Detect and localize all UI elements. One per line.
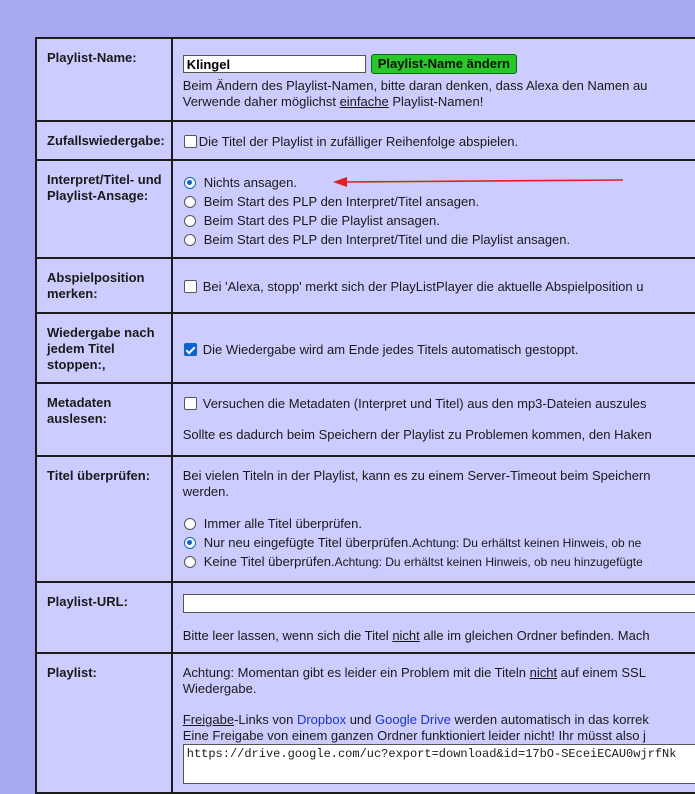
metadata-text: Versuchen die Metadaten (Interpret und Titel) aus den mp3-Dateien auszules xyxy=(202,396,647,411)
radio-button[interactable] xyxy=(184,537,196,549)
metadata-note: Sollte es dadurch beim Speichern der Playlist zu Problemen kommen, den Haken xyxy=(182,427,652,442)
position-text: Bei 'Alexa, stopp' merkt sich der PlayListPlayer die aktuelle Abspielposition u xyxy=(202,279,644,294)
verify-option-1[interactable]: Nur neu eingefügte Titel überprüfen. Achtung: Du erhältst keinen Hinweis, ob ne xyxy=(183,533,695,552)
label-announce: Interpret/Titel- und Playlist-Ansage: xyxy=(36,160,172,258)
playlist-warning: Achtung: Momentan gibt es leider ein Problem mit die Titeln nicht auf einem SSL xyxy=(182,665,646,680)
shuffle-text: Die Titel der Playlist in zufälliger Reihenfolge abspielen. xyxy=(198,134,519,149)
radio-button[interactable] xyxy=(184,518,196,530)
announce-option-1[interactable]: Beim Start des PLP den Interpret/Titel ansagen. xyxy=(183,192,695,211)
label-stop-after: Wiedergabe nach jedem Titel stoppen:, xyxy=(36,313,172,383)
playlist-textarea[interactable]: https://drive.google.com/uc?export=download&id=17bO-SEceiECAU0wjrfNk xyxy=(183,744,695,784)
metadata-checkbox[interactable] xyxy=(184,397,197,410)
google-drive-link[interactable]: Google Drive xyxy=(375,712,451,727)
share-info-2: Eine Freigabe von einem ganzen Ordner funktioniert leider nicht! Ihr müsst also j xyxy=(182,728,646,743)
playlist-name-input[interactable] xyxy=(183,55,366,73)
position-checkbox[interactable] xyxy=(184,280,197,293)
playlist-warning-2: Wiedergabe. xyxy=(182,681,257,696)
row-playlist xyxy=(36,653,695,793)
row-shuffle xyxy=(36,121,695,160)
radio-button[interactable] xyxy=(184,215,196,227)
dropbox-link[interactable]: Dropbox xyxy=(296,712,347,727)
shuffle-checkbox[interactable] xyxy=(184,135,197,148)
rename-playlist-button[interactable]: Playlist-Name ändern xyxy=(371,54,517,74)
row-url xyxy=(36,582,695,653)
row-stop-after xyxy=(36,313,695,383)
share-link[interactable]: Freigabe xyxy=(182,712,235,727)
row-playlist-name xyxy=(36,38,695,121)
url-hint: Bitte leer lassen, wenn sich die Titel nicht alle im gleichen Ordner befinden. Mach xyxy=(182,628,650,643)
playlist-url-input[interactable] xyxy=(183,594,695,613)
stop-after-text: Die Wiedergabe wird am Ende jedes Titels automatisch gestoppt. xyxy=(202,342,579,357)
verify-option-0[interactable]: Immer alle Titel überprüfen. xyxy=(183,514,695,533)
radio-button[interactable] xyxy=(184,196,196,208)
label-verify: Titel überprüfen: xyxy=(36,456,172,582)
label-url: Playlist-URL: xyxy=(36,582,172,653)
stop-after-checkbox[interactable] xyxy=(184,343,197,356)
radio-button[interactable] xyxy=(184,234,196,246)
label-playlist: Playlist: xyxy=(36,653,172,793)
announce-option-0[interactable]: Nichts ansagen. xyxy=(183,173,695,192)
radio-button[interactable] xyxy=(184,177,196,189)
share-info: Freigabe-Links von Dropbox und Google Drive werden automatisch in das korrek xyxy=(182,712,649,727)
red-arrow-annotation xyxy=(333,173,623,191)
rename-hint: Beim Ändern des Playlist-Namen, bitte daran denken, dass Alexa den Namen au xyxy=(182,78,648,93)
row-position xyxy=(36,258,695,313)
row-verify xyxy=(36,456,695,582)
settings-table xyxy=(35,37,695,794)
announce-option-3[interactable]: Beim Start des PLP den Interpret/Titel und die Playlist ansagen. xyxy=(183,230,695,249)
label-metadata: Metadaten auslesen: xyxy=(36,383,172,456)
announce-option-2[interactable]: Beim Start des PLP die Playlist ansagen. xyxy=(183,211,695,230)
row-metadata xyxy=(36,383,695,456)
label-playlist-name: Playlist-Name: xyxy=(36,38,172,121)
verify-intro-2: werden. xyxy=(182,484,229,499)
verify-intro: Bei vielen Titeln in der Playlist, kann es zu einem Server-Timeout beim Speichern xyxy=(182,468,651,483)
radio-button[interactable] xyxy=(184,556,196,568)
verify-option-2[interactable]: Keine Titel überprüfen. Achtung: Du erhältst keinen Hinweis, ob neu hinzugefügte xyxy=(183,552,695,571)
label-position: Abspielposition merken: xyxy=(36,258,172,313)
row-announce xyxy=(36,160,695,258)
rename-hint-2: Verwende daher möglichst einfache Playlist-Namen! xyxy=(182,94,484,109)
label-shuffle: Zufallswiedergabe: xyxy=(36,121,172,160)
